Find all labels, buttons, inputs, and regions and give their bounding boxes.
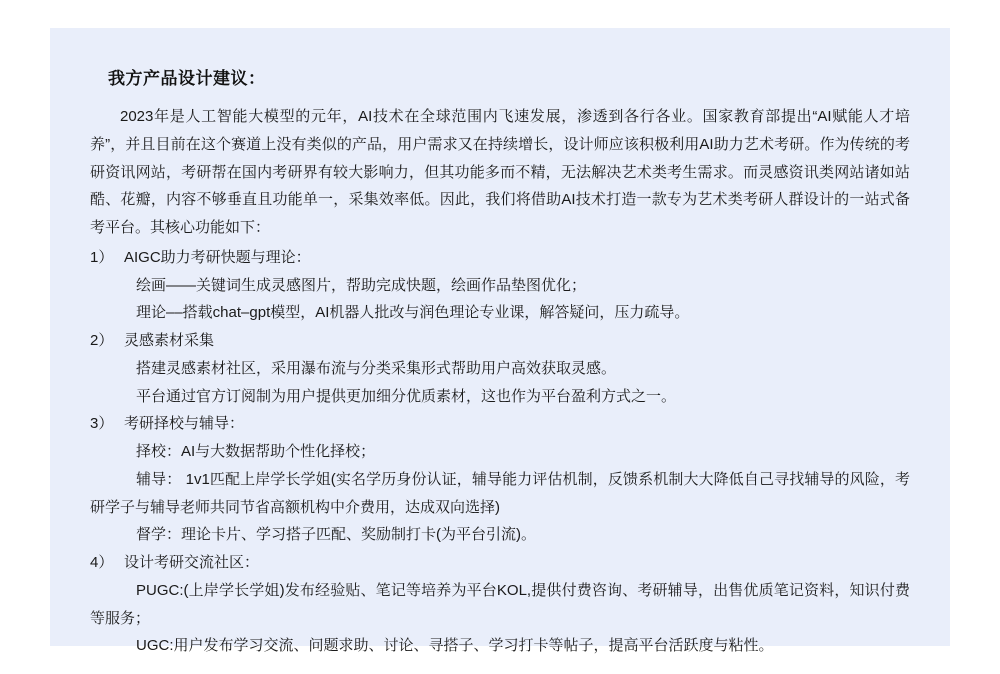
list-item-line: 搭建灵感素材社区，采用瀑布流与分类采集形式帮助用户高效获取灵感。 (136, 359, 617, 377)
list-item (90, 244, 910, 327)
list-item-number: 4） (90, 554, 114, 571)
list-item (90, 549, 910, 660)
page-title: 我方产品设计建议： (108, 69, 266, 88)
list-item-number: 3） (90, 415, 114, 433)
list-item-line: 绘画——关键词生成灵感图片，帮助完成快题，绘画作品垫图优化； (136, 276, 587, 294)
intro-paragraph: 2023年是人工智能大模型的元年，AI技术在全球范围内飞速发展，渗透到各行各业。国家教育部提出“AI赋能人才培养”，并且目前在这个赛道上没有类似的产品，用户需求又在持续增长，设计师应该积极利用AI助力艺术考研。作为传统的考研资讯网站，考研帮在国内考研界有较大影响力，但其功能多而不精，无法解决艺术类考生需求。而灵感资讯类网站诸如站酷、花瓣，内容不够垂直且功能单一，采集效率低。因此，我们将借助AI技术打造一款专为艺术类考研人群设计的一站式备考平台。其核心功能如下： (90, 108, 910, 236)
list-item-line: 平台通过官方订阅制为用户提供更加细分优质素材，这也作为平台盈利方式之一。 (136, 387, 677, 405)
list-item-number: 2） (90, 332, 114, 349)
list-item-head (90, 410, 910, 438)
document-page (50, 28, 950, 655)
list-item-head (90, 327, 910, 355)
list-item-heading: 灵感素材采集 (124, 332, 215, 349)
list-item-heading: 考研择校与辅导： (124, 415, 245, 433)
list-item-line: 择校：AI与大数据帮助个性化择校； (136, 443, 376, 460)
list-item-heading: 设计考研交流社区： (124, 554, 260, 571)
list-item (90, 410, 910, 549)
list-item (90, 327, 910, 410)
list-item-number: 1） (90, 248, 114, 266)
list-item-heading: AIGC助力考研快题与理论： (124, 248, 311, 266)
list-item-line: PUGC:(上岸学长学姐)发布经验贴、笔记等培养为平台KOL,提供付费咨询、考研辅导，出售优质笔记资料，知识付费 等服务； (90, 581, 910, 627)
list-item-line: 理论––搭载chat–gpt模型，AI机器人批改与润色理论专业课，解答疑问，压力疏导。 (136, 304, 690, 322)
list-item-line: 辅导： 1v1匹配上岸学长学姐(实名学历身份认证，辅导能力评估机制，反馈系机制大大降低自己寻找辅导的风险，考研学子与辅导老师共同节省高额机构中介费用，达成双向选择) (90, 470, 910, 516)
list-item-head (90, 244, 910, 272)
list-item-line: UGC:用户发布学习交流、问题求助、讨论、寻搭子、学习打卡等帖子，提高平台活跃度与粘性。 (136, 637, 774, 655)
list-item-line: 督学：理论卡片、学习搭子匹配、奖励制打卡(为平台引流)。 (136, 526, 536, 544)
list-item-head (90, 549, 910, 577)
feature-list (90, 244, 910, 660)
